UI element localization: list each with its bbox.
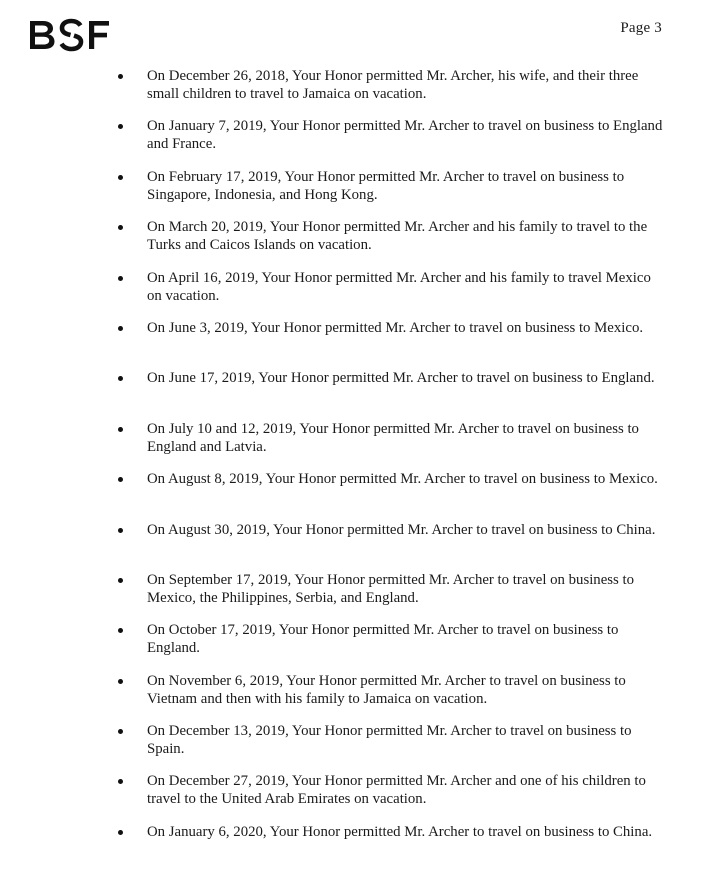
list-item-text: On March 20, 2019, Your Honor permitted Mr. Archer and his family to travel to the Turks and Caicos Islands on vacation. (147, 219, 648, 254)
list-item-text: On December 13, 2019, Your Honor permitted Mr. Archer to travel on business to Spain. (147, 723, 632, 758)
travel-permission-list (0, 67, 723, 873)
bullet-icon (118, 830, 123, 835)
list-item-text: On January 6, 2020, Your Honor permitted Mr. Archer to travel on business to China. (147, 823, 653, 840)
bullet-icon (118, 175, 123, 180)
list-item-text: On April 16, 2019, Your Honor permitted Mr. Archer and his family to travel Mexico on vacation. (147, 269, 651, 304)
list-item-text: On June 3, 2019, Your Honor permitted Mr. Archer to travel on business to Mexico. (147, 319, 644, 336)
list-item-text: On October 17, 2019, Your Honor permitted Mr. Archer to travel on business to England. (147, 622, 619, 657)
list-item (0, 722, 723, 772)
bullet-icon (118, 326, 123, 331)
bullet-icon (118, 225, 123, 230)
bullet-icon (118, 74, 123, 79)
list-item (0, 369, 723, 419)
page-number: Page 3 (620, 20, 662, 36)
bullet-icon (118, 729, 123, 734)
list-item (0, 772, 723, 822)
list-item (0, 117, 723, 167)
list-item-text: On November 6, 2019, Your Honor permitted Mr. Archer to travel on business to Vietnam and then with his family to Jamaica on vacation. (147, 672, 626, 707)
list-item (0, 470, 723, 520)
list-item (0, 269, 723, 319)
list-item (0, 823, 723, 873)
list-item-text: On June 17, 2019, Your Honor permitted Mr. Archer to travel on business to England. (147, 370, 655, 387)
list-item (0, 420, 723, 470)
firm-logo (27, 18, 119, 52)
list-item (0, 168, 723, 218)
bullet-icon (118, 528, 123, 533)
list-item-text: On August 8, 2019, Your Honor permitted Mr. Archer to travel on business to Mexico. (147, 471, 658, 488)
bullet-icon (118, 779, 123, 784)
list-item-text: On September 17, 2019, Your Honor permitted Mr. Archer to travel on business to Mexico, the Philippines, Serbia, and England. (147, 571, 635, 606)
list-item (0, 521, 723, 571)
list-item (0, 621, 723, 671)
list-item-text: On December 27, 2019, Your Honor permitted Mr. Archer and one of his children to travel to the United Arab Emirates on vacation. (147, 773, 646, 808)
bullet-icon (118, 477, 123, 482)
bullet-icon (118, 679, 123, 684)
list-item-text: On February 17, 2019, Your Honor permitted Mr. Archer to travel on business to Singapore, Indonesia, and Hong Kong. (147, 168, 625, 203)
list-item-text: On August 30, 2019, Your Honor permitted Mr. Archer to travel on business to China. (147, 521, 656, 538)
list-item (0, 571, 723, 621)
bullet-icon (118, 427, 123, 432)
list-item-text: On January 7, 2019, Your Honor permitted Mr. Archer to travel on business to England and France. (147, 118, 663, 153)
list-item (0, 218, 723, 268)
bullet-icon (118, 124, 123, 129)
list-item (0, 319, 723, 369)
list-item-text: On December 26, 2018, Your Honor permitted Mr. Archer, his wife, and their three small children to travel to Jamaica on vacation. (147, 68, 639, 102)
bullet-icon (118, 276, 123, 281)
list-item (0, 672, 723, 722)
list-item-text: On July 10 and 12, 2019, Your Honor permitted Mr. Archer to travel on business to England and Latvia. (147, 420, 639, 455)
bullet-icon (118, 376, 123, 381)
bullet-icon (118, 578, 123, 583)
list-item (0, 67, 723, 117)
bullet-icon (118, 628, 123, 633)
